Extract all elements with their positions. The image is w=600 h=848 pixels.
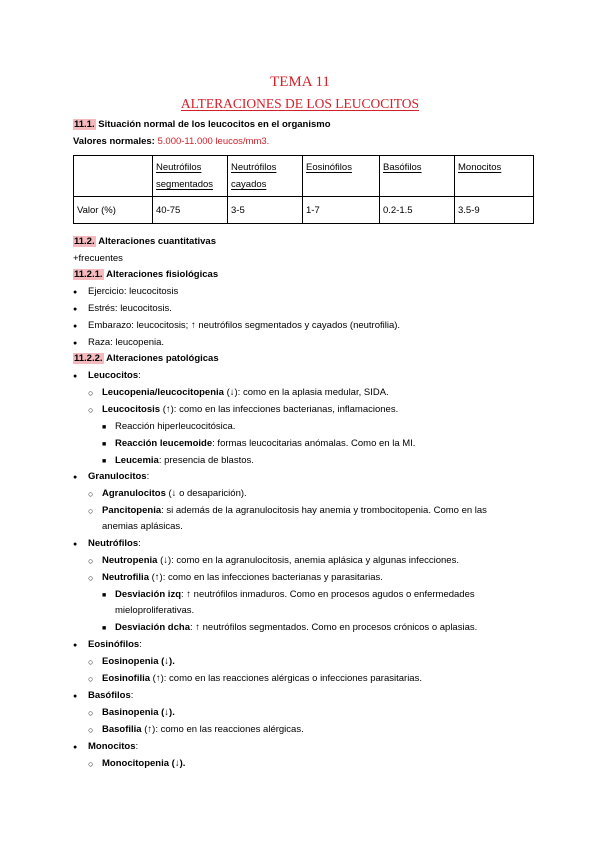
table-header-cell: Basófilos — [380, 156, 455, 197]
term: Eosinopenia — [102, 656, 159, 667]
section-11-2-1 — [73, 269, 218, 281]
list-item — [102, 488, 247, 500]
definition: : si además de la agranulocitosis hay anemia y trombocitopenia. Como en las — [161, 505, 487, 516]
term: Monocitopenia — [102, 758, 170, 769]
section-number: 11.2.2. — [74, 353, 103, 364]
list-item — [102, 505, 487, 517]
section-title: Alteraciones patológicas — [106, 353, 219, 364]
normal-values — [73, 136, 269, 148]
list-item — [102, 572, 383, 584]
term: Desviación dcha — [115, 622, 190, 633]
table-header-cell: Neutrófilos segmentados — [153, 156, 228, 197]
table-header-cell: Eosinófilos — [303, 156, 380, 197]
list-heading: Granulocitos — [88, 471, 147, 482]
colon: : — [138, 370, 141, 381]
list-item — [88, 471, 149, 483]
list-item: ● Estrés: leucocitosis. — [88, 303, 172, 315]
definition: (↓). — [169, 758, 186, 769]
term: Neutrofilia — [102, 572, 149, 583]
page-title: TEMA 11 — [270, 74, 330, 90]
colon: : — [135, 741, 139, 752]
list-item — [102, 656, 175, 668]
section-11-1 — [73, 119, 331, 131]
term: Pancitopenia — [102, 505, 162, 516]
list-item: ■ Reacción hiperleucocitósica. — [115, 421, 235, 433]
table-cell: 40-75 — [153, 197, 228, 224]
table-cell: 3-5 — [228, 197, 303, 224]
term: Desviación izq — [115, 589, 181, 600]
list-item — [115, 589, 475, 601]
definition: (↑): como en las reacciones alérgicas. — [141, 724, 304, 735]
table-header-row — [74, 156, 534, 197]
list-heading: Eosinófilos — [88, 639, 140, 650]
definition: (↓). — [158, 707, 175, 718]
list-item — [115, 622, 477, 634]
section-number: 11.1. — [74, 119, 95, 130]
list-item — [102, 387, 389, 399]
term: Basinopenia — [102, 707, 159, 718]
list-item — [102, 673, 422, 685]
list-item — [102, 404, 398, 416]
term: Agranulocitos — [102, 488, 166, 499]
table-cell: 1-7 — [303, 197, 380, 224]
table-corner-cell — [74, 156, 153, 197]
list-heading: Monocitos — [88, 741, 136, 752]
table-row-label: Valor (%) — [74, 197, 153, 224]
normal-values-label: Valores normales: — [73, 136, 155, 147]
frecuentes-note: +frecuentes — [73, 253, 123, 264]
term: Leucopenia/leucocitopenia — [102, 387, 224, 398]
table-header-cell: Monocitos — [455, 156, 534, 197]
list-item — [88, 690, 133, 702]
list-item: ● Embarazo: leucocitosis; ↑ neutrófilos segmentados y cayados (neutrofilia). — [88, 320, 400, 332]
list-heading: Neutrófilos — [88, 538, 139, 549]
definition: (↓): como en la agranulocitosis, anemia aplásica y algunas infecciones. — [157, 555, 459, 566]
section-11-2-2 — [73, 353, 219, 365]
section-number: 11.2. — [74, 236, 95, 247]
page-subtitle: ALTERACIONES DE LOS LEUCOCITOS — [180, 96, 420, 111]
list-item — [102, 724, 304, 736]
list-item — [115, 455, 254, 467]
section-title: Situación normal de los leucocitos en el organismo — [98, 119, 331, 130]
list-item — [88, 370, 141, 382]
list-heading: Basófilos — [88, 690, 131, 701]
list-item — [102, 758, 185, 770]
colon: : — [139, 639, 142, 650]
term: Eosinofilia — [102, 673, 151, 684]
term: Leucemia — [115, 455, 159, 466]
colon: : — [130, 690, 134, 701]
list-heading: Leucocitos — [88, 370, 139, 381]
term: Basofilia — [102, 724, 142, 735]
leukocyte-values-table — [73, 155, 534, 224]
list-item: ● Raza: leucopenia. — [88, 337, 164, 349]
list-item — [115, 438, 415, 450]
definition: : formas leucocitarias anómalas. Como en la MI. — [212, 438, 416, 449]
normal-values-value: 5.000-11.000 leucos/mm3. — [157, 136, 270, 147]
term: Neutropenia — [102, 555, 158, 566]
list-item-continuation: mieloproliferativas. — [115, 605, 195, 616]
definition: : presencia de blastos. — [158, 455, 254, 466]
list-item — [88, 538, 141, 550]
definition: (↓). — [158, 656, 175, 667]
colon: : — [138, 538, 141, 549]
definition: (↑): como en las infecciones bacterianas y parasitarias. — [148, 572, 383, 583]
list-item — [88, 639, 142, 651]
list-item — [102, 707, 175, 719]
list-item-continuation: anemias aplásicas. — [102, 521, 183, 532]
definition: : ↑ neutrófilos segmentados. Como en procesos crónicos o aplasias. — [189, 622, 478, 633]
list-item — [102, 555, 459, 567]
list-item: ● Ejercicio: leucocitosis — [88, 286, 178, 298]
section-title: Alteraciones fisiológicas — [106, 269, 219, 280]
definition: (↑): como en las reacciones alérgicas o infecciones parasitarias. — [150, 673, 422, 684]
list-item — [88, 741, 138, 753]
table-row — [74, 197, 534, 224]
table-header-cell: Neutrófilos cayados — [228, 156, 303, 197]
term: Reacción leucemoide — [115, 438, 213, 449]
colon: : — [146, 471, 150, 482]
term: Leucocitosis — [102, 404, 161, 415]
table-cell: 3.5-9 — [455, 197, 534, 224]
definition: (↑): como en las infecciones bacterianas, inflamaciones. — [160, 404, 399, 415]
definition: (↓): como en la aplasia medular, SIDA. — [223, 387, 389, 398]
section-number: 11.2.1. — [74, 269, 103, 280]
section-title: Alteraciones cuantitativas — [98, 236, 216, 247]
section-11-2 — [73, 236, 216, 248]
definition: : ↑ neutrófilos inmaduros. Como en procesos agudos o enfermedades — [181, 589, 475, 600]
definition: (↓ o desaparición). — [165, 488, 247, 499]
table-cell: 0.2-1.5 — [380, 197, 455, 224]
